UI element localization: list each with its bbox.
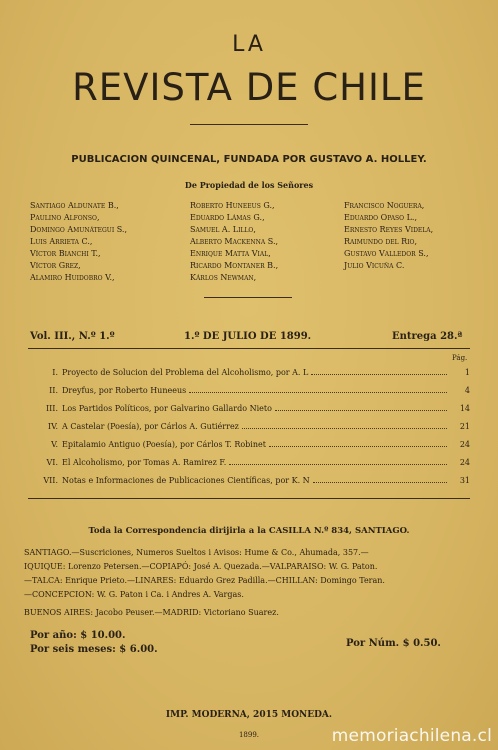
toc-item-page: 24 [459,458,470,467]
toc-item-leader [229,456,447,465]
owner-name: Víctor Grez, [30,261,81,270]
section-rule [204,297,292,298]
toc-page-label: Pág. [452,354,468,362]
owner-name: Raimundo del Rio, [344,237,418,246]
agents-extra: BUENOS AIRES: Jacobo Peuser.—MADRID: Victoriano Suarez. [24,608,279,617]
price-year: Por año: $ 10.00. [30,630,126,641]
toc-item-leader [269,438,447,447]
toc-item-page: 31 [459,476,470,485]
toc-item-leader [275,402,447,411]
agents-line: SANTIAGO.—Suscriciones, Numeros Sueltos i Avisos: Hume & Co., Ahumada, 357.— [24,548,369,557]
toc-item-page: 14 [459,404,470,413]
toc-item-title: Notas e Informaciones de Publicaciones Científicas, por K. N [62,476,310,485]
toc-item-number: VII. [43,476,58,485]
owners-column-2 [190,200,278,284]
toc-item [30,474,470,488]
masthead-title: REVISTA DE CHILE [72,66,426,109]
issue-volume: Vol. III., N.º 1.º [30,331,115,342]
toc-item-number: V. [51,440,58,449]
toc-item-page: 1 [464,368,470,377]
toc-item [30,456,470,470]
agents-line: —CONCEPCION: W. G. Paton i Ca. i Andres A. Vargas. [24,590,244,599]
owner-name: Francisco Noguera, [344,201,425,210]
owner-name: Alberto Mackenna S., [190,237,279,246]
watermark-logo: memoriachilena.cl [331,726,492,746]
owner-name: Luis Arrieta C., [30,237,93,246]
toc-item-title: A Castelar (Poesía), por Cárlos A. Gutiérrez [62,422,239,431]
toc-item [30,384,470,398]
toc-item-number: II. [49,386,58,395]
toc-item-leader [313,474,447,483]
toc-item-page: 4 [464,386,470,395]
owner-name: Ricardo Montaner B., [190,261,279,270]
owner-name: Alamiro Huidobro V., [30,273,115,282]
owner-name: Víctor Bianchi T., [30,249,101,258]
price-number: Por Núm. $ 0.50. [346,638,441,649]
imprenta-line: IMP. MODERNA, 2015 MONEDA. [165,710,333,720]
issue-entrega: Entrega 28.ª [392,331,463,342]
toc-item-title: El Alcoholismo, por Tomas A. Ramirez F. [62,458,227,467]
agents-line: IQUIQUE: Lorenzo Petersen.—COPIAPÓ: José A. Quezada.—VALPARAISO: W. G. Paton. [24,562,378,571]
toc-item [30,402,470,416]
toc-item-leader [311,366,447,375]
title-rule [190,124,308,125]
toc-item-number: IV. [47,422,58,431]
publication-year: 1899. [238,731,260,739]
toc-item-leader [189,384,447,393]
toc-item [30,420,470,434]
toc-item [30,366,470,380]
toc-item [30,438,470,452]
toc-item-title: Los Partidos Políticos, por Galvarino Gallardo Nieto [62,404,272,413]
owner-name: Domingo Amunátegui S., [30,225,128,234]
owner-name: Kárlos Newman, [190,273,257,282]
owner-name: Samuel A. Lillo, [190,225,256,234]
owner-name: Eduardo Lámas G., [190,213,265,222]
toc-item-page: 21 [459,422,470,431]
property-line: De Propiedad de los Señores [184,180,314,190]
toc-item-page: 24 [459,440,470,449]
owner-name: Eduardo Opaso L., [344,213,417,222]
owner-name: Gustavo Valledor S., [344,249,429,258]
owners-column-1 [30,200,127,284]
issue-rule [28,348,470,349]
toc-item-number: VI. [46,458,58,467]
correspondence-line: Toda la Correspondencia dirijirla a la CASILLA N.º 834, SANTIAGO. [88,526,410,536]
toc-rule [28,498,470,499]
toc-item-title: Dreyfus, por Roberto Huneeus [62,386,187,395]
owner-name: Enrique Matta Vial, [190,249,271,258]
owner-name: Santiago Aldunate B., [30,201,119,210]
owner-name: Roberto Huneeus G., [190,201,275,210]
issue-date: 1.º DE JULIO DE 1899. [184,331,312,342]
agents-block [24,546,479,602]
agents-line: —TALCA: Enrique Prieto.—LINARES: Eduardo Grez Padilla.—CHILLAN: Domingo Teran. [24,576,385,585]
price-semester: Por seis meses: $ 6.00. [30,644,158,655]
owner-name: Ernesto Reyes Videla, [344,225,434,234]
toc-item-leader [242,420,447,429]
masthead-la: LA [232,32,266,57]
owner-name: Paulino Alfonso, [30,213,100,222]
toc-item-number: III. [45,404,58,413]
owner-name: Julio Vicuña C. [344,261,405,270]
owners-column-3 [344,200,433,272]
masthead-subtitle: PUBLICACION QUINCENAL, FUNDADA POR GUSTAVO A. HOLLEY. [71,154,427,165]
toc-item-number: I. [52,368,58,377]
toc-item-title: Epitalamio Antiguo (Poesía), por Cárlos T. Robinet [62,440,266,449]
toc-item-title: Proyecto de Solucion del Problema del Alcoholismo, por A. L [62,368,309,377]
